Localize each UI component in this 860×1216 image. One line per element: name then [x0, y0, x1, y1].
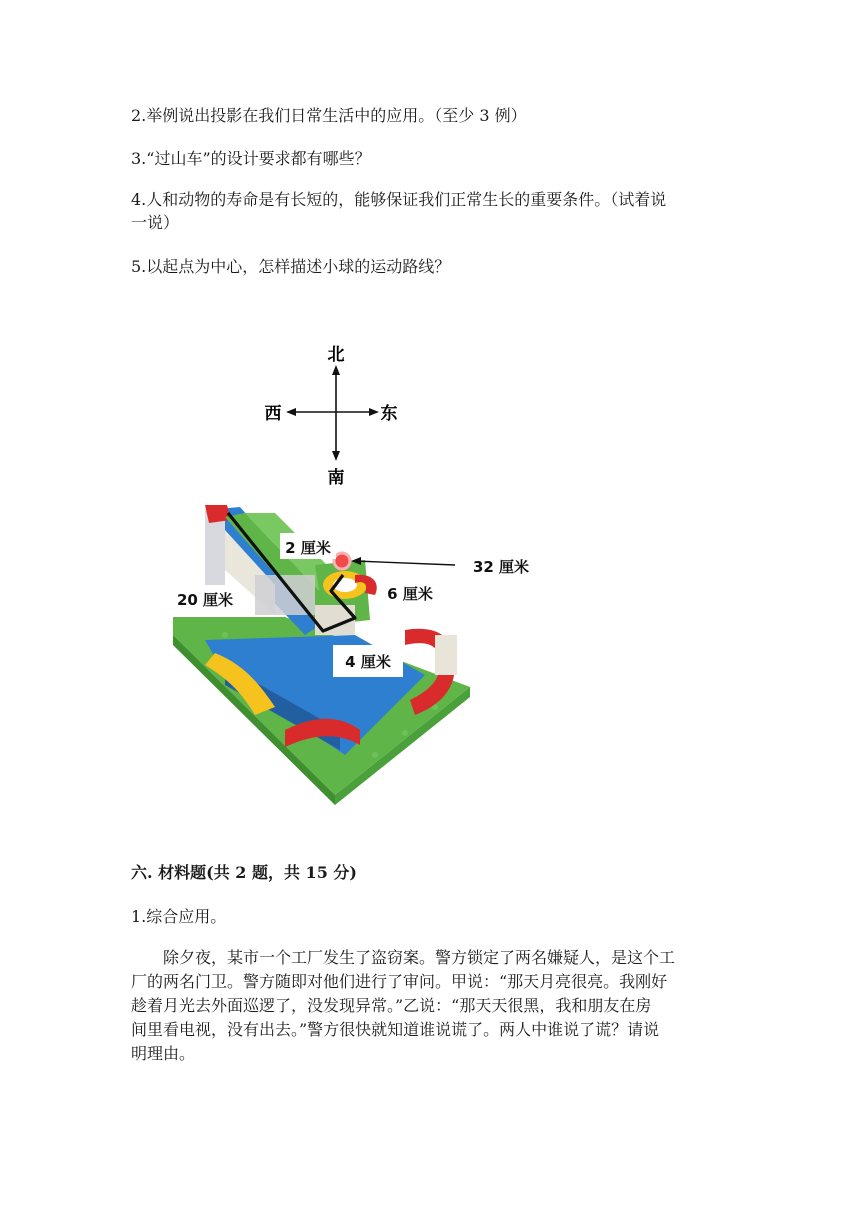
question-4-line-1: 4.人和动物的寿命是有长短的，能够保证我们正常生长的重要条件。（试着说 — [131, 190, 667, 209]
marble-run-illustration — [169, 505, 541, 805]
south-arrow-icon — [332, 451, 340, 461]
passage-line: 厂的两名门卫。警方随即对他们进行了审问。甲说：“那天月亮很亮。我刚好 — [131, 972, 668, 991]
question-3: 3.“过山车”的设计要求都有哪些？ — [131, 149, 371, 168]
section-6-question-1-title: 1.综合应用。 — [131, 907, 227, 926]
ball-icon — [334, 553, 350, 569]
passage-line: 趁着月光去外面巡逻了，没发现异常。”乙说：“那天天很黑，我和朋友在房 — [131, 996, 652, 1015]
passage-line: 间里看电视，没有出去。”警方很快就知道谁说谎了。两人中谁说了谎？请说 — [131, 1020, 660, 1039]
label-20cm: 20 厘米 — [176, 591, 234, 609]
compass-north-label: 北 — [327, 345, 345, 365]
passage-line: 除夕夜，某市一个工厂发生了盗窃案。警方锁定了两名嫌疑人，是这个工 — [163, 948, 676, 967]
label-4cm: 4 厘米 — [345, 653, 391, 671]
question-4-line-2: 一说） — [131, 213, 180, 232]
compass-west-label: 西 — [264, 404, 282, 424]
west-arrow-icon — [286, 408, 296, 416]
east-arrow-icon — [369, 408, 379, 416]
question-2: 2.举例说出投影在我们日常生活中的应用。（至少 3 例） — [131, 106, 527, 125]
compass-east-label: 东 — [380, 404, 398, 424]
compass — [265, 345, 398, 488]
passage-line: 明理由。 — [131, 1044, 196, 1063]
question-5: 5.以起点为中心，怎样描述小球的运动路线？ — [131, 257, 451, 276]
label-6cm: 6 厘米 — [387, 585, 433, 603]
label-32cm: 32 厘米 — [472, 558, 530, 576]
north-arrow-icon — [332, 365, 340, 375]
compass-south-label: 南 — [327, 468, 345, 488]
section-6-heading: 六. 材料题(共 2 题，共 15 分) — [131, 863, 357, 882]
marble-run-figure — [165, 335, 545, 805]
label-2cm: 2 厘米 — [285, 539, 331, 557]
